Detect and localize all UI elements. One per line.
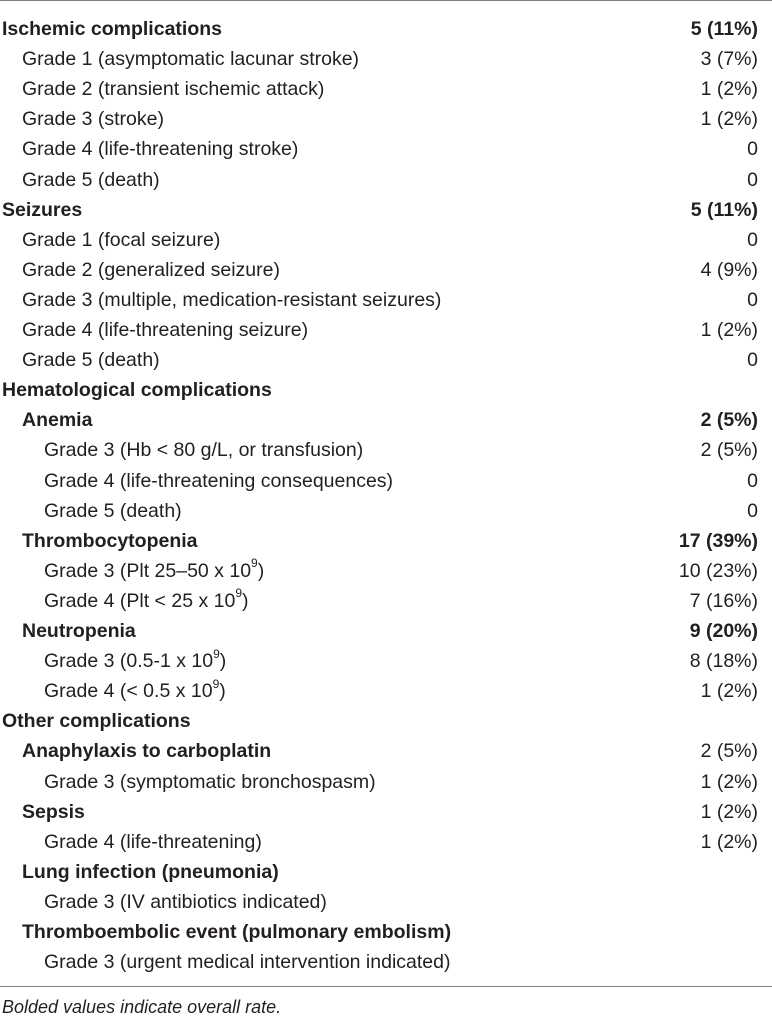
table-row — [0, 526, 772, 556]
row-value: 7 (16%) — [689, 589, 758, 612]
table-row — [0, 315, 772, 345]
row-label — [44, 767, 376, 797]
table-row — [0, 917, 772, 947]
row-label-text: Seizures — [2, 198, 83, 221]
row-label — [44, 947, 450, 977]
table-row — [0, 827, 772, 857]
row-value: 3 (7%) — [700, 48, 758, 71]
row-label-text: Grade 3 (multiple, medication-resistant seizures) — [22, 288, 442, 311]
row-label — [22, 917, 451, 947]
table-row — [0, 586, 772, 616]
table-row — [0, 496, 772, 526]
row-value: 0 — [747, 469, 758, 492]
row-label-text: Anemia — [22, 409, 93, 432]
row-label-text: Neutropenia — [22, 620, 136, 642]
table-row — [0, 736, 772, 766]
row-label-suffix: ) — [219, 650, 227, 673]
row-value: 1 (2%) — [700, 830, 758, 853]
row-value: 1 (2%) — [700, 770, 758, 793]
table-row — [0, 44, 772, 74]
row-label — [2, 195, 82, 225]
bottom-rule — [0, 986, 772, 987]
exponent: 9 — [235, 586, 243, 601]
row-label — [22, 165, 160, 195]
top-rule — [0, 0, 772, 1]
row-label-text: Grade 4 (life-threatening stroke) — [22, 138, 299, 161]
table-row — [0, 947, 772, 977]
table-row — [0, 345, 772, 375]
row-label-text: Grade 4 (Plt < 25 x 10 — [44, 589, 236, 612]
row-label — [44, 556, 264, 586]
row-value: 2 (5%) — [700, 409, 758, 432]
table-row — [0, 435, 772, 465]
row-label-text: Grade 3 (0.5-1 x 10 — [44, 650, 214, 673]
row-value: 2 (5%) — [700, 439, 758, 462]
table-row — [0, 857, 772, 887]
row-value: 0 — [747, 349, 758, 372]
row-value: 0 — [747, 138, 758, 161]
row-label — [22, 857, 279, 887]
table-row — [0, 14, 772, 44]
table-row — [0, 255, 772, 285]
row-label — [44, 496, 182, 526]
table-row — [0, 556, 772, 586]
table-row — [0, 797, 772, 827]
row-value: 10 (23%) — [678, 559, 758, 582]
row-label-text: Grade 1 (asymptomatic lacunar stroke) — [22, 48, 360, 71]
row-value: 1 (2%) — [700, 319, 758, 341]
table-row — [0, 405, 772, 435]
table-row — [0, 134, 772, 164]
row-value: 2 (5%) — [700, 740, 758, 763]
exponent: 9 — [213, 646, 220, 661]
row-label — [22, 797, 85, 827]
exponent: 9 — [212, 676, 220, 691]
table-row — [0, 74, 772, 104]
row-value: 8 (18%) — [689, 650, 758, 673]
row-label — [2, 14, 222, 44]
row-label — [22, 74, 324, 104]
table-row — [0, 706, 772, 736]
row-value: 0 — [747, 228, 758, 251]
row-value: 5 (11%) — [690, 18, 758, 40]
row-value: 5 (11%) — [690, 198, 758, 221]
row-label — [44, 586, 249, 616]
row-label — [44, 646, 226, 676]
row-label — [22, 616, 136, 646]
row-label — [22, 315, 308, 345]
row-value: 4 (9%) — [700, 258, 758, 281]
row-label-text: Grade 3 (Plt 25–50 x 10 — [44, 559, 252, 582]
row-label — [44, 887, 327, 917]
row-label-suffix: ) — [242, 589, 249, 612]
row-label-text: Thromboembolic event (pulmonary embolism) — [22, 921, 452, 943]
row-value: 1 (2%) — [700, 800, 758, 823]
row-label-text: Grade 2 (transient ischemic attack) — [22, 78, 325, 101]
row-label-text: Other complications — [2, 710, 191, 733]
table-row — [0, 104, 772, 134]
table-footnote: Bolded values indicate overall rate. — [2, 997, 282, 1017]
row-label-text: Lung infection (pneumonia) — [22, 860, 279, 883]
row-label-text: Grade 3 (Hb < 80 g/L, or transfusion) — [44, 439, 364, 462]
row-label-text: Thrombocytopenia — [22, 529, 198, 552]
row-label-text: Grade 1 (focal seizure) — [22, 228, 221, 251]
row-value: 1 (2%) — [700, 78, 758, 101]
row-label-text: Ischemic complications — [2, 18, 222, 40]
row-label — [22, 104, 164, 134]
row-label — [22, 44, 359, 74]
row-label — [44, 676, 226, 706]
row-label — [44, 435, 363, 465]
row-value: 17 (39%) — [678, 529, 758, 552]
row-label — [22, 255, 280, 285]
table-row — [0, 767, 772, 797]
row-label — [22, 405, 92, 435]
table-row — [0, 165, 772, 195]
row-label-text: Grade 4 (life-threatening seizure) — [22, 319, 309, 341]
table-row — [0, 887, 772, 917]
row-label-text: Grade 4 (life-threatening) — [44, 830, 262, 853]
row-value: 1 (2%) — [700, 108, 758, 131]
row-label — [22, 134, 298, 164]
row-label — [22, 526, 198, 556]
row-label-text: Sepsis — [22, 800, 85, 823]
row-label-text: Grade 3 (urgent medical intervention indicated) — [44, 951, 451, 974]
row-label-text: Grade 5 (death) — [44, 499, 182, 522]
row-label — [44, 827, 262, 857]
row-label — [2, 706, 191, 736]
row-label-suffix: ) — [219, 680, 226, 703]
row-label-text: Grade 4 (life-threatening consequences) — [44, 469, 394, 492]
table-row — [0, 285, 772, 315]
row-label-suffix: ) — [257, 559, 265, 582]
row-label — [2, 375, 272, 405]
table-row — [0, 676, 772, 706]
row-label-text: Anaphylaxis to carboplatin — [22, 740, 272, 763]
row-label-text: Grade 3 (IV antibiotics indicated) — [44, 890, 327, 913]
row-value: 1 (2%) — [700, 680, 758, 703]
table-row — [0, 195, 772, 225]
row-value: 0 — [747, 168, 758, 191]
table-row — [0, 646, 772, 676]
row-value: 0 — [747, 288, 758, 311]
row-value: 9 (20%) — [689, 620, 758, 642]
exponent: 9 — [251, 556, 258, 571]
table-row — [0, 225, 772, 255]
row-label-text: Grade 3 (symptomatic bronchospasm) — [44, 770, 376, 793]
row-label-text: Grade 5 (death) — [22, 349, 160, 372]
row-label-text: Grade 2 (generalized seizure) — [22, 258, 280, 281]
row-label — [22, 736, 271, 766]
row-label — [44, 466, 393, 496]
row-label-text: Grade 3 (stroke) — [22, 108, 164, 131]
row-label — [22, 225, 220, 255]
row-label-text: Grade 5 (death) — [22, 168, 160, 191]
row-label-text: Grade 4 (< 0.5 x 10 — [44, 680, 213, 703]
row-label — [22, 345, 160, 375]
table-row — [0, 375, 772, 405]
row-value: 0 — [747, 499, 758, 522]
row-label — [22, 285, 441, 315]
row-label-text: Hematological complications — [2, 379, 272, 402]
table-row — [0, 616, 772, 646]
table-row — [0, 466, 772, 496]
